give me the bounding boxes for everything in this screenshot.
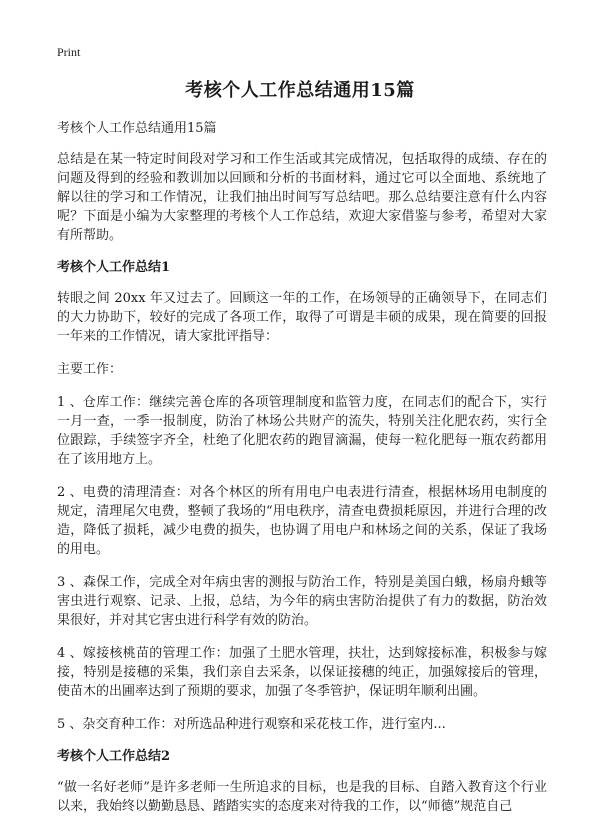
paragraph: “做一名好老师”是许多老师一生所追求的目标，也是我的目标、自踏入教育这个行业以来，我始终以勤勤恳恳、踏踏实实的态度来对待我的工作，以“师德”规范自己 xyxy=(57,780,547,814)
paragraph: 5 、杂交育种工作：对所选品种进行观察和采花枝工作，进行室内... xyxy=(57,717,446,732)
paragraph: 4 、嫁接核桃苗的管理工作：加强了土肥水管理，扶壮，达到嫁接标准，积极参与嫁接，特别是接穗的采集，我们亲自去采条，以保证接穗的纯正，加强嫁接后的管理，使苗木的出圃率达到了预期的要求，加强了冬季管护，保证明年顺利出圃。 xyxy=(57,646,547,699)
section-heading-2: 考核个人工作总结2 xyxy=(57,749,171,764)
paragraph: 主要工作： xyxy=(57,362,123,377)
paragraph: 2 、电费的清理清查：对各个林区的所有用电户电表进行清查，根据林场用电制度的规定，清理尾欠电费，整顿了我场的“用电秩序，清查电费损耗原因，并进行合理的改造，降低了损耗，减少电费的损失，也协调了用电户和林场之间的关系，保证了我场的用电。 xyxy=(57,485,547,557)
section-heading-1: 考核个人工作总结1 xyxy=(57,260,171,275)
print-link[interactable]: Print xyxy=(57,45,81,59)
document-subtitle: 考核个人工作总结通用15篇 xyxy=(57,121,217,136)
document-title: 考核个人工作总结通用15篇 xyxy=(185,80,415,101)
paragraph: 1 、仓库工作：继续完善仓库的各项管理制度和监管力度，在同志们的配合下，实行一月一查，一季一报制度，防治了林场公共财产的流失，特别关注化肥农药，实行全位跟踪，手续签字齐全，杜绝了化肥农药的跑冒滴漏，使每一粒化肥每一瓶农药都用在了该用地方上。 xyxy=(57,395,547,467)
paragraph: 3 、森保工作，完成全对年病虫害的测报与防治工作，特别是美国白蛾，杨扇舟蛾等害虫进行观察、记录、上报，总结，为今年的病虫害防治提供了有力的数据，防治效果很好，并对其它害虫进行科学有效的防治。 xyxy=(57,575,547,628)
paragraph: 转眼之间 20xx 年又过去了。回顾这一年的工作，在场领导的正确领导下，在同志们的大力协助下，较好的完成了各项工作，取得了可谓是丰硕的成果，现在简要的回报一年来的工作情况，请大家批评指导： xyxy=(57,291,547,344)
intro-paragraph: 总结是在某一特定时间段对学习和工作生活或其完成情况，包括取得的成绩、存在的问题及得到的经验和教训加以回顾和分析的书面材料，通过它可以全面地、系统地了解以往的学习和工作情况，让我们抽出时间写写总结吧。那么总结要注意有什么内容呢？下面是小编为大家整理的考核个人工作总结，欢迎大家借鉴与参考，希望对大家有所帮助。 xyxy=(57,152,547,243)
document-body xyxy=(57,120,547,830)
